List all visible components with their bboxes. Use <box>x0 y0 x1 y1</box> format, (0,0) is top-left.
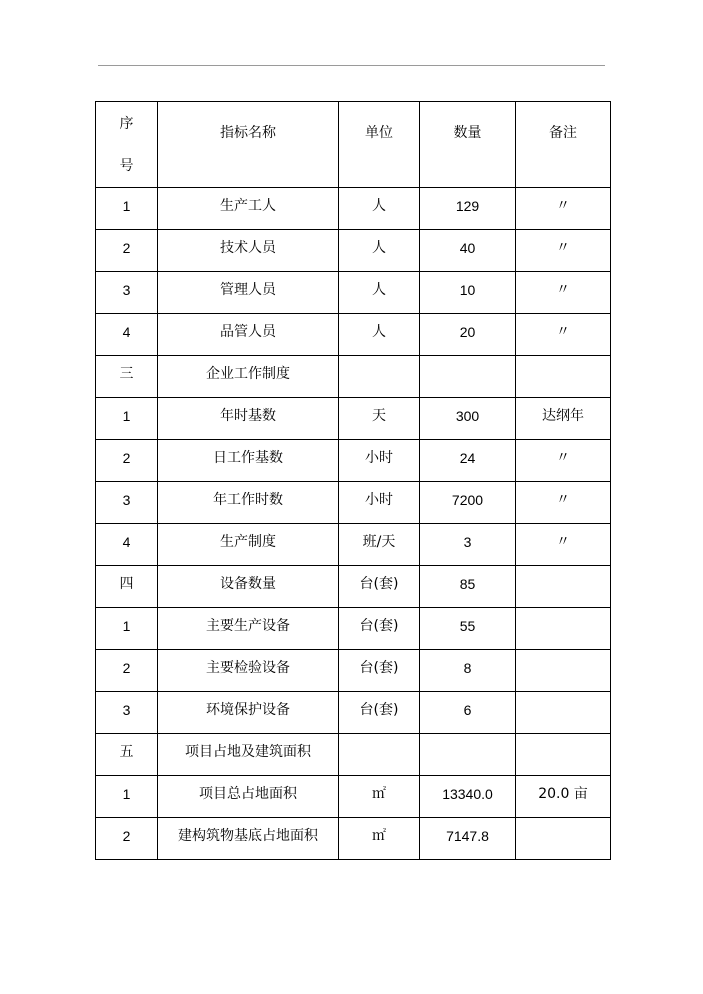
cell-unit: 台(套) <box>339 692 420 734</box>
cell-unit: 天 <box>339 398 420 440</box>
table-row <box>96 608 611 650</box>
cell-qty: 129 <box>420 188 516 230</box>
table-header-row <box>96 102 611 188</box>
table-row <box>96 272 611 314</box>
cell-note: 〃 <box>516 230 611 272</box>
header-rule <box>98 65 605 66</box>
cell-qty: 24 <box>420 440 516 482</box>
cell-qty: 7147.8 <box>420 818 516 860</box>
cell-qty: 3 <box>420 524 516 566</box>
table-row <box>96 734 611 776</box>
cell-unit: 台(套) <box>339 608 420 650</box>
cell-note <box>516 818 611 860</box>
cell-name: 管理人员 <box>158 272 339 314</box>
table-row <box>96 650 611 692</box>
cell-note <box>516 566 611 608</box>
cell-seq: 3 <box>96 272 158 314</box>
cell-qty: 13340.0 <box>420 776 516 818</box>
cell-note: 20.0 亩 <box>516 776 611 818</box>
cell-seq: 3 <box>96 482 158 524</box>
cell-seq: 3 <box>96 692 158 734</box>
cell-qty <box>420 734 516 776</box>
cell-unit <box>339 734 420 776</box>
header-qty: 数量 <box>420 102 516 188</box>
table-row <box>96 356 611 398</box>
table-row <box>96 566 611 608</box>
cell-note: 〃 <box>516 272 611 314</box>
cell-seq: 三 <box>96 356 158 398</box>
table-row <box>96 188 611 230</box>
cell-seq: 2 <box>96 230 158 272</box>
cell-qty: 20 <box>420 314 516 356</box>
cell-name: 设备数量 <box>158 566 339 608</box>
cell-name: 主要生产设备 <box>158 608 339 650</box>
cell-seq: 1 <box>96 608 158 650</box>
cell-unit: 小时 <box>339 482 420 524</box>
cell-qty: 8 <box>420 650 516 692</box>
cell-name: 生产工人 <box>158 188 339 230</box>
cell-unit: ㎡ <box>339 776 420 818</box>
cell-note: 达纲年 <box>516 398 611 440</box>
table-row <box>96 314 611 356</box>
cell-seq: 4 <box>96 314 158 356</box>
cell-unit: 人 <box>339 314 420 356</box>
cell-seq: 2 <box>96 440 158 482</box>
table-row <box>96 230 611 272</box>
cell-name: 主要检验设备 <box>158 650 339 692</box>
cell-qty <box>420 356 516 398</box>
header-note: 备注 <box>516 102 611 188</box>
header-unit: 单位 <box>339 102 420 188</box>
cell-note: 〃 <box>516 524 611 566</box>
cell-unit: 台(套) <box>339 566 420 608</box>
cell-name: 技术人员 <box>158 230 339 272</box>
cell-qty: 85 <box>420 566 516 608</box>
header-name: 指标名称 <box>158 102 339 188</box>
cell-seq: 四 <box>96 566 158 608</box>
cell-note <box>516 692 611 734</box>
header-seq-line1: 序 <box>119 115 134 132</box>
cell-unit: 台(套) <box>339 650 420 692</box>
cell-seq: 4 <box>96 524 158 566</box>
cell-name: 项目总占地面积 <box>158 776 339 818</box>
cell-qty: 40 <box>420 230 516 272</box>
cell-note: 〃 <box>516 440 611 482</box>
header-seq-line2: 号 <box>119 157 134 174</box>
cell-unit: 人 <box>339 230 420 272</box>
cell-unit: 人 <box>339 272 420 314</box>
table-row <box>96 398 611 440</box>
cell-name: 环境保护设备 <box>158 692 339 734</box>
cell-seq: 1 <box>96 398 158 440</box>
cell-qty: 55 <box>420 608 516 650</box>
cell-note <box>516 608 611 650</box>
header-seq <box>96 102 158 188</box>
cell-name: 项目占地及建筑面积 <box>158 734 339 776</box>
cell-name: 年工作时数 <box>158 482 339 524</box>
cell-seq: 2 <box>96 818 158 860</box>
cell-qty: 10 <box>420 272 516 314</box>
table-row <box>96 440 611 482</box>
cell-name: 品管人员 <box>158 314 339 356</box>
indicator-table <box>95 101 611 860</box>
cell-name: 企业工作制度 <box>158 356 339 398</box>
cell-note <box>516 734 611 776</box>
cell-name: 建构筑物基底占地面积 <box>158 818 339 860</box>
cell-unit: 班/天 <box>339 524 420 566</box>
cell-note <box>516 356 611 398</box>
table-row <box>96 692 611 734</box>
cell-note: 〃 <box>516 188 611 230</box>
cell-seq: 2 <box>96 650 158 692</box>
table-row <box>96 524 611 566</box>
cell-seq: 五 <box>96 734 158 776</box>
cell-note <box>516 650 611 692</box>
cell-qty: 7200 <box>420 482 516 524</box>
table-row <box>96 776 611 818</box>
cell-unit <box>339 356 420 398</box>
table-row <box>96 818 611 860</box>
cell-note: 〃 <box>516 482 611 524</box>
cell-unit: 人 <box>339 188 420 230</box>
cell-name: 生产制度 <box>158 524 339 566</box>
cell-qty: 300 <box>420 398 516 440</box>
cell-unit: ㎡ <box>339 818 420 860</box>
cell-seq: 1 <box>96 188 158 230</box>
cell-note: 〃 <box>516 314 611 356</box>
cell-seq: 1 <box>96 776 158 818</box>
cell-unit: 小时 <box>339 440 420 482</box>
cell-qty: 6 <box>420 692 516 734</box>
cell-name: 日工作基数 <box>158 440 339 482</box>
cell-name: 年时基数 <box>158 398 339 440</box>
table-row <box>96 482 611 524</box>
